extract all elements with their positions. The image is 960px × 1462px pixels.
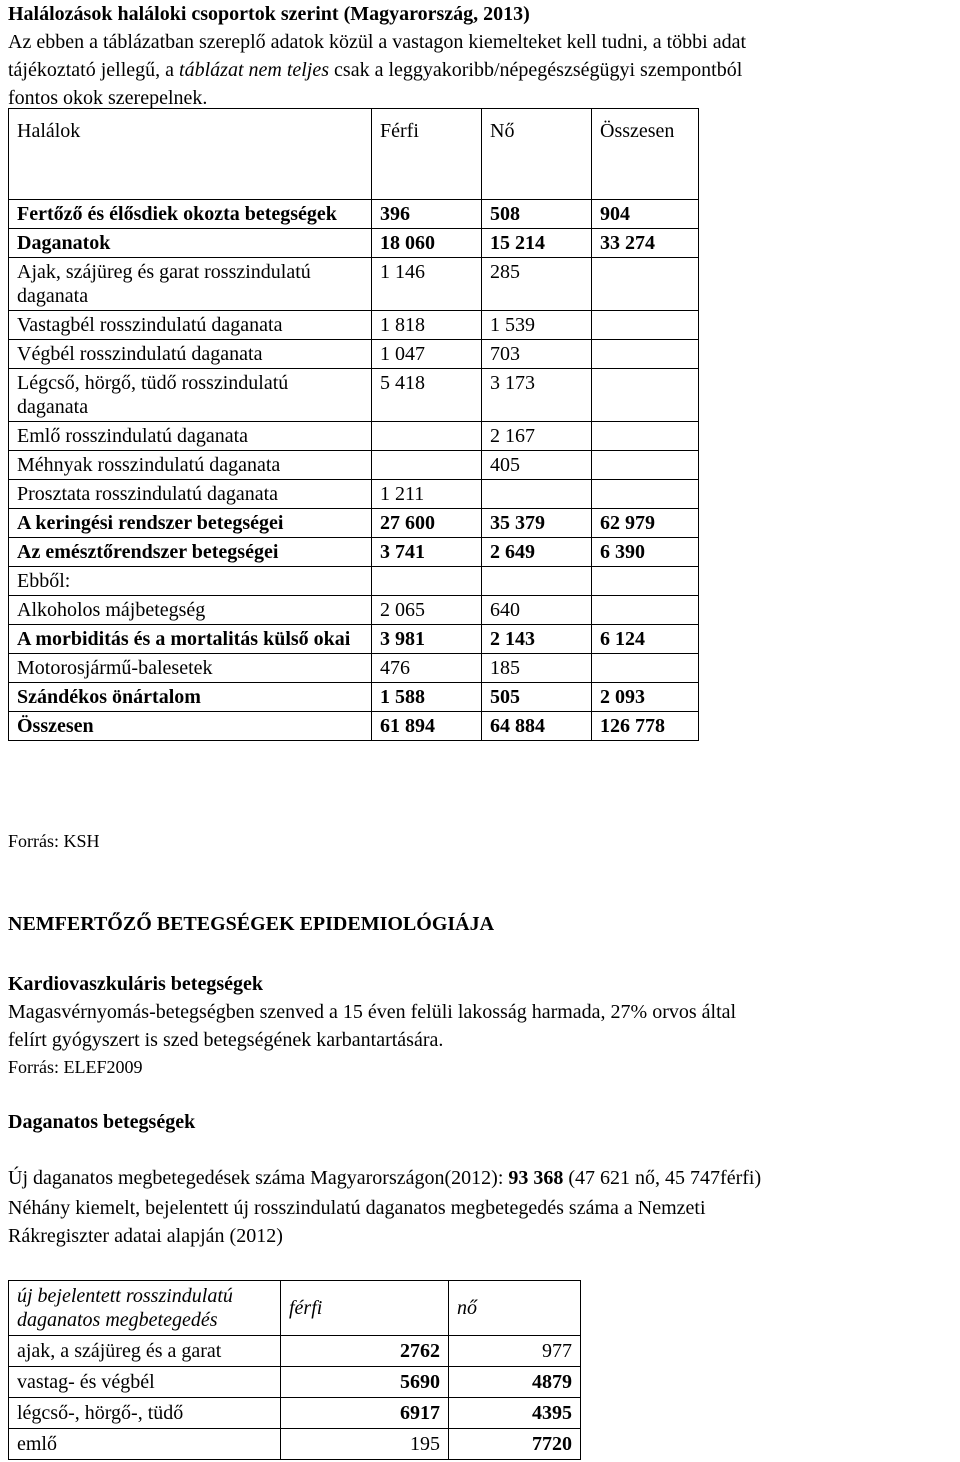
- cancer-text: (47 621 nő, 45 747férfi): [563, 1167, 762, 1189]
- cell-female: 508: [482, 200, 592, 229]
- cancer-header-female: nő: [449, 1281, 581, 1336]
- table-row: [9, 509, 699, 538]
- cell-female: 285: [482, 258, 592, 311]
- cell-cause: Az emésztőrendszer betegségei: [9, 538, 372, 567]
- cell-cause: Vastagbél rosszindulatú daganata: [9, 311, 372, 340]
- table-row: [9, 200, 699, 229]
- cell-total: 904: [592, 200, 699, 229]
- mortality-table: [8, 108, 699, 741]
- cell-site: vastag- és végbél: [9, 1367, 281, 1398]
- table-row: [9, 422, 699, 451]
- cell-male: 1 211: [372, 480, 482, 509]
- cell-female: 1 539: [482, 311, 592, 340]
- cell-cause: Végbél rosszindulatú daganata: [9, 340, 372, 369]
- cell-female: 35 379: [482, 509, 592, 538]
- cancer-heading: Daganatos betegségek: [8, 1111, 196, 1133]
- cell-total: 6 124: [592, 625, 699, 654]
- table-row: [9, 311, 699, 340]
- table-source: Forrás: KSH: [8, 831, 100, 851]
- cell-male: 18 060: [372, 229, 482, 258]
- cell-female: 2 167: [482, 422, 592, 451]
- table-header-row: [9, 109, 699, 200]
- intro-text: csak a leggyakoribb/népegészségügyi szempontból: [329, 59, 743, 81]
- cell-female: [482, 480, 592, 509]
- cancer-table-row: [9, 1429, 581, 1460]
- cell-total: 33 274: [592, 229, 699, 258]
- header-male: Férfi: [372, 109, 482, 200]
- table-row: [9, 451, 699, 480]
- cancer-table-row: [9, 1336, 581, 1367]
- cell-female: 405: [482, 451, 592, 480]
- cell-male-count: 195: [281, 1429, 449, 1460]
- table-row: [9, 567, 699, 596]
- cell-female: 3 173: [482, 369, 592, 422]
- cancer-table-row: [9, 1398, 581, 1429]
- cell-total: [592, 422, 699, 451]
- cell-female-count: 977: [449, 1336, 581, 1367]
- cell-site: légcső-, hörgő-, tüdő: [9, 1398, 281, 1429]
- cardio-source: Forrás: ELEF2009: [8, 1057, 143, 1077]
- cell-female: 64 884: [482, 712, 592, 741]
- cell-site: ajak, a szájüreg és a garat: [9, 1336, 281, 1367]
- cancer-text-line-2: Néhány kiemelt, bejelentett új rosszindulatú daganatos megbetegedés száma a Nemzeti: [8, 1197, 706, 1219]
- cell-male: 5 418: [372, 369, 482, 422]
- intro-italic-text: táblázat nem teljes: [179, 59, 330, 81]
- cell-female: [482, 567, 592, 596]
- cell-total: [592, 654, 699, 683]
- table-row: [9, 369, 699, 422]
- cell-cause: Méhnyak rosszindulatú daganata: [9, 451, 372, 480]
- cell-male: 3 981: [372, 625, 482, 654]
- cell-male: [372, 451, 482, 480]
- cell-female: 185: [482, 654, 592, 683]
- cell-total: 2 093: [592, 683, 699, 712]
- cell-cause: Prosztata rosszindulatú daganata: [9, 480, 372, 509]
- table-row: [9, 654, 699, 683]
- cell-cause: A keringési rendszer betegségei: [9, 509, 372, 538]
- cell-total: [592, 311, 699, 340]
- document-title: Halálozások haláloki csoportok szerint (Magyarország, 2013): [8, 3, 530, 25]
- cell-cause: Daganatok: [9, 229, 372, 258]
- cell-cause: A morbiditás és a mortalitás külső okai: [9, 625, 372, 654]
- cell-male: 2 065: [372, 596, 482, 625]
- cancer-text-line-3: Rákregiszter adatai alapján (2012): [8, 1225, 283, 1247]
- cancer-table-header-row: [9, 1281, 581, 1336]
- cell-male: [372, 422, 482, 451]
- cell-total: [592, 258, 699, 311]
- cell-male: 1 146: [372, 258, 482, 311]
- table-row: [9, 229, 699, 258]
- intro-line-1: Az ebben a táblázatban szereplő adatok közül a vastagon kiemelteket kell tudni, a többi adat: [8, 31, 747, 53]
- cell-male: 1 818: [372, 311, 482, 340]
- cancer-table-row: [9, 1367, 581, 1398]
- intro-text: tájékoztató jellegű, a: [8, 59, 180, 81]
- table-row: [9, 340, 699, 369]
- cell-male-count: 2762: [281, 1336, 449, 1367]
- cell-cause: Emlő rosszindulatú daganata: [9, 422, 372, 451]
- cell-cause: Fertőző és élősdiek okozta betegségek: [9, 200, 372, 229]
- cell-cause: Szándékos önártalom: [9, 683, 372, 712]
- cell-male: 3 741: [372, 538, 482, 567]
- table-row: [9, 538, 699, 567]
- cell-male: [372, 567, 482, 596]
- table-row: [9, 683, 699, 712]
- cell-total: 62 979: [592, 509, 699, 538]
- cell-total: [592, 480, 699, 509]
- cell-male: 27 600: [372, 509, 482, 538]
- cancer-table-body: [9, 1281, 581, 1460]
- header-female: Nő: [482, 109, 592, 200]
- cardio-text-line-2: felírt gyógyszert is szed betegségének karbantartására.: [8, 1029, 444, 1051]
- cell-female: 640: [482, 596, 592, 625]
- intro-line-3: fontos okok szerepelnek.: [8, 87, 208, 109]
- cell-male: 1 047: [372, 340, 482, 369]
- cancer-text: Új daganatos megbetegedések száma Magyarországon(2012):: [8, 1167, 509, 1189]
- table-row: [9, 712, 699, 741]
- cell-male: 61 894: [372, 712, 482, 741]
- cell-cause: Motorosjármű-balesetek: [9, 654, 372, 683]
- table-row: [9, 480, 699, 509]
- cardio-text-line-1: Magasvérnyomás-betegségben szenved a 15 éven felüli lakosság harmada, 27% orvos által: [8, 1001, 737, 1023]
- cell-female-count: 4395: [449, 1398, 581, 1429]
- cell-cause: Ajak, szájüreg és garat rosszindulatú daganata: [9, 258, 372, 311]
- cell-total: 126 778: [592, 712, 699, 741]
- cell-total: [592, 340, 699, 369]
- table-row: [9, 258, 699, 311]
- cardio-heading: Kardiovaszkuláris betegségek: [8, 973, 263, 995]
- cell-total: [592, 451, 699, 480]
- cell-female: 505: [482, 683, 592, 712]
- cell-female: 2 143: [482, 625, 592, 654]
- intro-line-2: [8, 58, 742, 82]
- cell-male: 396: [372, 200, 482, 229]
- header-cause: Halálok: [9, 109, 372, 200]
- cancer-header-label: [9, 1281, 281, 1336]
- cell-site: emlő: [9, 1429, 281, 1460]
- cell-female: 2 649: [482, 538, 592, 567]
- table-row: [9, 596, 699, 625]
- cancer-incidence-table: [8, 1280, 581, 1460]
- cell-male: 476: [372, 654, 482, 683]
- cancer-total-value: 93 368: [508, 1167, 564, 1189]
- cell-cause: Összesen: [9, 712, 372, 741]
- cancer-header-male: férfi: [281, 1281, 449, 1336]
- cell-total: [592, 369, 699, 422]
- cell-cause: Alkoholos májbetegség: [9, 596, 372, 625]
- cancer-header-label-line: új bejelentett rosszindulatú: [17, 1285, 233, 1307]
- cancer-header-label-line: daganatos megbetegedés: [17, 1309, 218, 1331]
- cell-male-count: 6917: [281, 1398, 449, 1429]
- cell-female-count: 4879: [449, 1367, 581, 1398]
- cell-male: 1 588: [372, 683, 482, 712]
- cell-total: [592, 596, 699, 625]
- cell-female-count: 7720: [449, 1429, 581, 1460]
- table-row: [9, 625, 699, 654]
- cell-cause: Ebből:: [9, 567, 372, 596]
- header-total: Összesen: [592, 109, 699, 200]
- mortality-table-body: [9, 109, 699, 741]
- cell-total: [592, 567, 699, 596]
- section-heading: NEMFERTŐZŐ BETEGSÉGEK EPIDEMIOLÓGIÁJA: [8, 913, 495, 935]
- cell-female: 15 214: [482, 229, 592, 258]
- cell-male-count: 5690: [281, 1367, 449, 1398]
- cell-female: 703: [482, 340, 592, 369]
- cell-cause: Légcső, hörgő, tüdő rosszindulatú daganata: [9, 369, 372, 422]
- cancer-text-line-1: [8, 1166, 761, 1190]
- cell-total: 6 390: [592, 538, 699, 567]
